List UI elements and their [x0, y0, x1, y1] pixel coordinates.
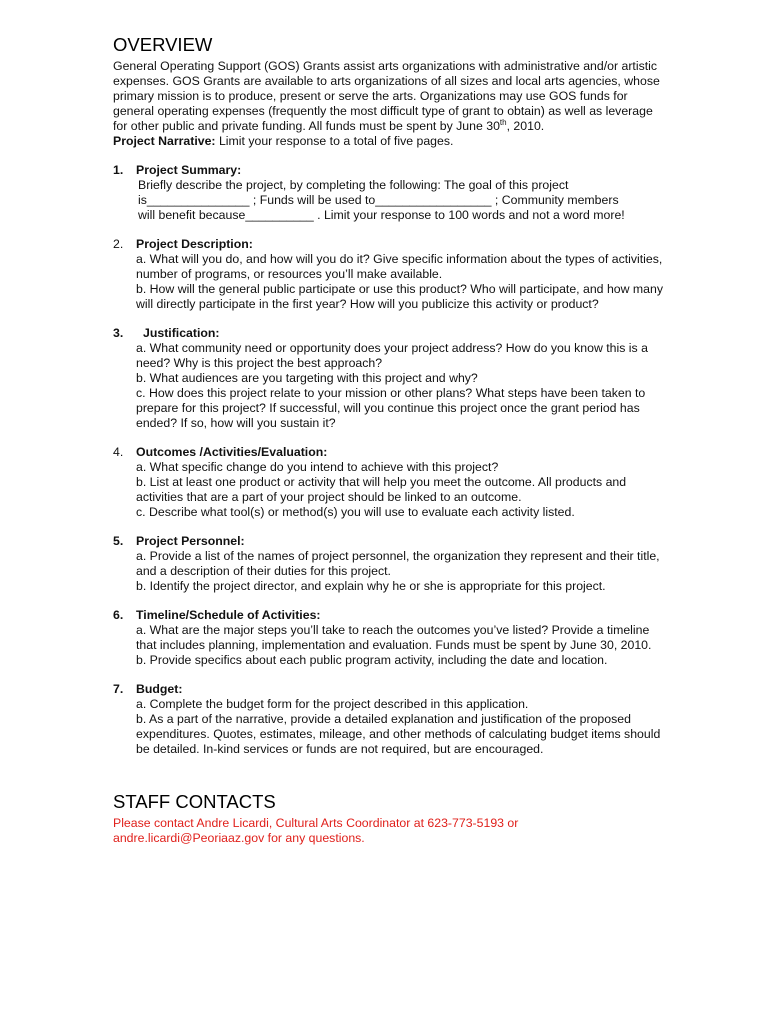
- contact-line: Please contact Andre Licardi, Cultural Arts Coordinator at 623-773-5193 or: [113, 816, 519, 830]
- section-line: b. As a part of the narrative, provide a detailed explanation and justification of the proposed expenditures. Quotes, estimates, mileage, and other methods of calculating budget items should be detailed. In-kind services or funds are not required, but are encouraged.: [136, 712, 661, 756]
- section-line: b. List at least one product or activity that will help you meet the outcome. All products and activities that are a part of your project should be linked to an outcome.: [136, 475, 627, 504]
- section-line: a. What are the major steps you’ll take to reach the outcomes you’ve listed? Provide a timeline that includes planning, implementation and evaluation. Funds must be spent by June 30, 2010.: [136, 623, 652, 652]
- section-line: b. Provide specifics about each public program activity, including the date and location.: [136, 653, 608, 667]
- section-line: a. What specific change do you intend to achieve with this project?: [136, 460, 499, 474]
- section-outcomes: [113, 445, 663, 520]
- section-line: a. Complete the budget form for the project described in this application.: [136, 697, 529, 711]
- staff-contact-text: [113, 816, 663, 846]
- narrative-text: Limit your response to a total of five pages.: [215, 134, 454, 148]
- section-line: a. Provide a list of the names of project personnel, the organization they represent and their title, and a description of their duties for this project.: [136, 549, 660, 578]
- section-line: Briefly describe the project, by completing the following: The goal of this project: [138, 178, 569, 192]
- section-number: 4.: [113, 445, 124, 459]
- overview-intro: [113, 59, 663, 149]
- section-line: c. Describe what tool(s) or method(s) you will use to evaluate each activity listed.: [136, 505, 575, 519]
- section-line: b. Identify the project director, and explain why he or she is appropriate for this project.: [136, 579, 606, 593]
- overview-paragraph: [113, 59, 663, 134]
- section-line: c. How does this project relate to your mission or other plans? What steps have been taken to prepare for this project? If successful, will you continue this project once the grant period has ended? If so, how will you sustain it?: [136, 386, 646, 430]
- section-title: Project Personnel:: [136, 534, 245, 548]
- section-line: b. How will the general public participate or use this product? Who will participate, and how many will directly participate in the first year? How will you publicize this activity or product?: [136, 282, 663, 311]
- section-number: 3.: [113, 326, 124, 340]
- section-number: 5.: [113, 534, 124, 548]
- section-number: 6.: [113, 608, 124, 622]
- document-page: [113, 34, 663, 846]
- contact-line: andre.licardi@Peoriaaz.gov for any questions.: [113, 831, 365, 845]
- section-project-personnel: [113, 534, 663, 594]
- section-title: Justification:: [143, 326, 220, 340]
- narrative-line: [113, 134, 663, 149]
- section-project-description: [113, 237, 663, 312]
- overview-text: General Operating Support (GOS) Grants assist arts organizations with administrative and/or artistic expenses. GOS Grants are available to arts organizations of all sizes and local arts agencies, whose primary mission is to produce, present or serve the arts. Organizations may use GOS funds for general operating expenses (frequently the most difficult type of grant to obtain) as well as leverage for other public and private funding. All funds must be spent by June 30: [113, 59, 660, 133]
- section-title: Budget:: [136, 682, 183, 696]
- section-line: a. What community need or opportunity does your project address? How do you know this is a need? Why is this project the best approach?: [136, 341, 648, 370]
- staff-contacts-heading: STAFF CONTACTS: [113, 791, 276, 812]
- section-title: Project Summary:: [136, 163, 242, 177]
- section-line: is_______________ ; Funds will be used to_________________ ; Community members: [138, 193, 619, 207]
- ordinal-suffix: th: [499, 118, 507, 127]
- section-title: Outcomes /Activities/Evaluation:: [136, 445, 328, 459]
- section-number: 7.: [113, 682, 124, 696]
- narrative-sections-list: [113, 163, 663, 757]
- section-timeline: [113, 608, 663, 668]
- section-number: 2.: [113, 237, 124, 251]
- section-number: 1.: [113, 163, 124, 177]
- section-line: a. What will you do, and how will you do it? Give specific information about the types of activities, number of programs, or resources you’ll make available.: [136, 252, 663, 281]
- section-line: b. What audiences are you targeting with this project and why?: [136, 371, 478, 385]
- section-budget: [113, 682, 663, 757]
- overview-text-end: , 2010.: [506, 119, 545, 133]
- section-title: Timeline/Schedule of Activities:: [136, 608, 321, 622]
- overview-heading: OVERVIEW: [113, 34, 213, 55]
- section-line: will benefit because__________ . Limit your response to 100 words and not a word more!: [138, 208, 625, 222]
- section-body: [136, 178, 663, 223]
- section-title: Project Description:: [136, 237, 253, 251]
- section-justification: [113, 326, 663, 431]
- section-project-summary: [113, 163, 663, 223]
- narrative-label: Project Narrative:: [113, 134, 216, 148]
